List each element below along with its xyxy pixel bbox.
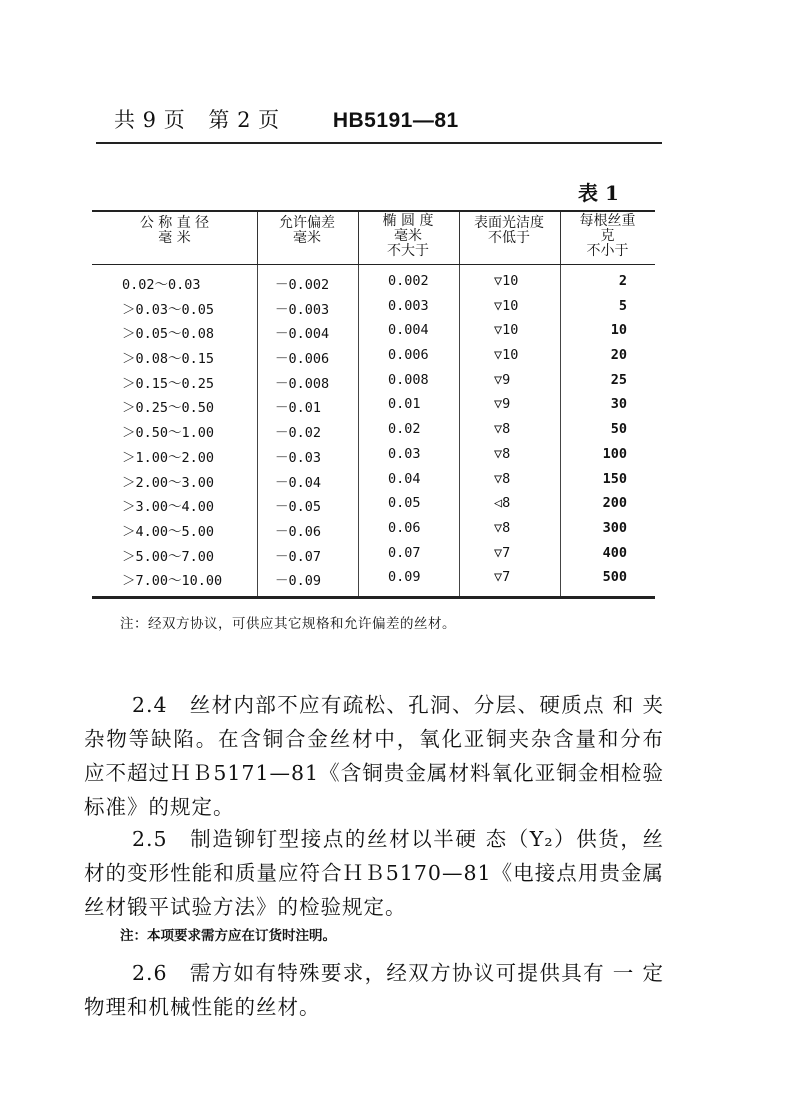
page-header [114,104,475,134]
table-row [92,294,655,319]
clause-note: 注：本项要求需方应在订货时注明。 [120,928,336,944]
header-text: 毫米 [394,228,422,244]
table-header [92,212,655,264]
table-row [92,442,655,467]
clause-2-4: 2.4 丝材内部不应有疏松、孔洞、分层、硬质点 和 夹杂物等缺陷。在含铜合金丝材中，氧化亚铜夹杂含量和分布应不超过ＨＢ5171—81《含铜贵金属材料氧化亚铜金相检验标准》的规定。 [84,693,664,819]
table-row [92,516,655,541]
cell-finish: ▽9 [494,371,511,388]
clause-2-6: 2.6 需方如有特殊要求，经双方协议可提供具有 一 定物理和机械性能的丝材。 [84,961,664,1019]
cell-diameter: ＞7.00～10.00 [122,573,223,590]
table-row [92,343,655,368]
header-text: 不小于 [586,243,629,259]
header-diameter [92,216,257,246]
header-rule [96,142,662,144]
cell-diameter: ＞3.00～4.00 [122,499,215,516]
cell-diameter: ＞1.00～2.00 [122,449,215,466]
cell-weight: 2 [618,273,627,289]
table-row [92,541,655,566]
cell-weight: 400 [602,544,627,561]
table-row [92,368,655,393]
cell-finish: ▽8 [494,445,511,462]
table-note: 注：经双方协议，可供应其它规格和允许偏差的丝材。 [120,616,456,632]
cell-ovality: 0.01 [388,396,421,413]
table-row [92,565,655,590]
header-finish [459,216,559,246]
cell-tolerance: －0.008 [275,375,330,392]
cell-diameter: ＞0.50～1.00 [122,425,215,442]
column-divider [560,212,561,264]
table-row [92,318,655,343]
header-weight [560,214,655,259]
header-text: 不大于 [387,243,429,259]
cell-tolerance: －0.04 [275,474,322,491]
cell-finish: ▽10 [494,297,519,314]
cell-finish: ▽8 [494,470,511,487]
cell-diameter: ＞5.00～7.00 [122,548,215,565]
header-tolerance [257,216,357,246]
cell-finish: ▽10 [494,273,519,289]
cell-ovality: 0.004 [388,322,429,339]
cell-tolerance: －0.06 [275,523,322,540]
cell-tolerance: －0.09 [275,573,322,590]
cell-diameter: ＞0.08～0.15 [122,351,215,368]
cell-tolerance: －0.02 [275,425,322,442]
cell-diameter: ＞0.15～0.25 [122,375,215,392]
table-row [92,269,655,294]
cell-finish: ▽10 [494,322,519,339]
cell-weight: 5 [618,297,627,314]
cell-ovality: 0.09 [388,569,421,586]
table-label: 表 1 [578,181,619,205]
cell-tolerance: －0.07 [275,548,322,565]
header-text: 表面光洁度 [474,215,544,231]
cell-tolerance: －0.006 [275,351,330,368]
page-number: 第 2 页 [208,108,280,132]
total-pages: 共 9 页 [114,108,186,132]
cell-diameter: 0.02～0.03 [122,277,201,293]
column-divider [459,212,460,264]
cell-weight: 100 [602,445,627,462]
cell-weight: 10 [610,322,627,339]
cell-weight: 50 [610,421,627,438]
cell-diameter: ＞0.03～0.05 [122,301,215,318]
table-row [92,467,655,492]
table-bottom-rule [92,596,655,599]
cell-weight: 30 [610,396,627,413]
header-text: 不低于 [488,230,530,246]
cell-diameter: ＞0.05～0.08 [122,326,215,343]
cell-tolerance: －0.002 [275,277,330,293]
cell-diameter: ＞4.00～5.00 [122,523,215,540]
cell-finish: ▽10 [494,347,519,364]
cell-tolerance: －0.003 [275,301,330,318]
cell-ovality: 0.008 [388,371,429,388]
header-text: 公 称 直 径 [139,215,210,231]
cell-finish: ▽8 [494,519,511,536]
column-divider [358,212,359,264]
header-ovality [358,214,458,259]
cell-tolerance: －0.01 [275,400,322,417]
standard-code: HB5191—81 [332,109,459,132]
cell-weight: 25 [610,371,627,388]
clause-2-5: 2.5 制造铆钉型接点的丝材以半硬 态（Y₂）供货，丝材的变形性能和质量应符合ＨＢ5170—81《电接点用贵金属丝材锻平试验方法》的检验规定。 [84,827,664,919]
cell-ovality: 0.006 [388,347,429,364]
header-text: 允许偏差 [279,215,335,231]
cell-tolerance: －0.004 [275,326,330,343]
cell-diameter: ＞0.25～0.50 [122,400,215,417]
table-body [92,265,655,590]
table-row [92,417,655,442]
cell-finish: ▽9 [494,396,511,413]
cell-weight: 200 [602,495,627,512]
header-text: 椭 圆 度 [382,213,434,229]
cell-tolerance: －0.03 [275,449,322,466]
cell-finish: ◁8 [494,495,511,512]
cell-diameter: ＞2.00～3.00 [122,474,215,491]
cell-ovality: 0.07 [388,544,421,561]
cell-finish: ▽7 [494,569,511,586]
cell-weight: 20 [610,347,627,364]
table-row [92,392,655,417]
header-text: 每根丝重 [579,213,636,229]
cell-finish: ▽8 [494,421,511,438]
header-text: 毫米 [293,230,321,246]
header-text: 毫 米 [158,230,191,246]
cell-ovality: 0.05 [388,495,421,512]
spec-table [92,210,655,599]
cell-ovality: 0.002 [388,273,429,289]
cell-ovality: 0.003 [388,297,429,314]
cell-ovality: 0.02 [388,421,421,438]
cell-ovality: 0.03 [388,445,421,462]
cell-tolerance: －0.05 [275,499,322,516]
cell-ovality: 0.04 [388,470,421,487]
cell-weight: 500 [602,569,627,586]
column-divider [257,212,258,264]
cell-finish: ▽7 [494,544,511,561]
cell-weight: 150 [602,470,627,487]
cell-weight: 300 [602,519,627,536]
cell-ovality: 0.06 [388,519,421,536]
table-row [92,491,655,516]
header-text: 克 [600,228,615,244]
